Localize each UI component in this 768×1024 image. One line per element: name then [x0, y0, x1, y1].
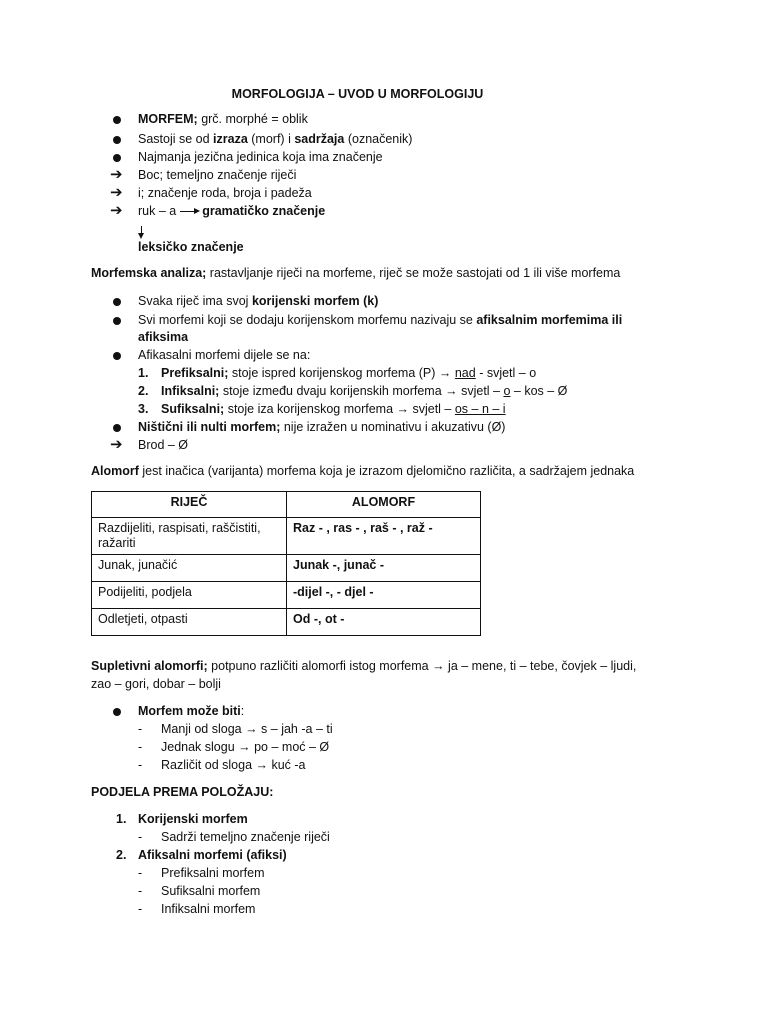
table-row — [92, 518, 481, 555]
list-number: 2. — [116, 848, 127, 862]
bullet-icon — [113, 136, 121, 144]
list-item: Morfem može biti: — [138, 704, 245, 718]
table-cell: Odletjeti, otpasti — [92, 609, 287, 636]
arrow-down-icon — [141, 226, 142, 236]
arrow-right-icon: ➔ — [110, 166, 123, 183]
bullet-icon — [113, 298, 121, 306]
bullet-icon — [113, 154, 121, 162]
list-item: Infiksalni morfem — [161, 902, 256, 916]
table-cell: Podijeliti, podjela — [92, 582, 287, 609]
list-number: 1. — [138, 366, 149, 380]
dash-marker: - — [138, 902, 143, 916]
list-item: Jednak slogu → po – moć – Ø — [161, 740, 330, 754]
arrow-right-icon: ➔ — [110, 436, 123, 453]
bullet-icon — [113, 424, 121, 432]
paragraph: Supletivni alomorfi; potpuno različiti alomorfi istog morfema → ja – mene, ti – tebe, čovjek – ljudi, — [91, 659, 637, 673]
list-item: Manji od sloga → s – jah -a – ti — [161, 722, 333, 736]
bullet-icon — [113, 116, 121, 124]
bullet-icon — [113, 352, 121, 360]
paragraph: Morfemska analiza; rastavljanje riječi na morfeme, riječ se može sastojati od 1 ili više morfema — [91, 266, 621, 280]
list-item: i; značenje roda, broja i padeža — [138, 186, 312, 200]
list-item: Sufiksalni; stoje iza korijenskog morfema → svjetl – os – n – i — [161, 402, 506, 416]
section-heading: PODJELA PREMA POLOŽAJU: — [91, 785, 274, 799]
table-cell: -dijel -, - djel - — [287, 582, 481, 609]
arrow-right-icon: ➔ — [110, 184, 123, 201]
table-row — [92, 582, 481, 609]
list-item: Svaka riječ ima svoj korijenski morfem (k) — [138, 294, 379, 308]
list-item: Ništični ili nulti morfem; nije izražen u nominativu i akuzativu (Ø) — [138, 420, 506, 434]
list-item: Sastoji se od izraza (morf) i sadržaja (označenik) — [138, 132, 413, 146]
dash-marker: - — [138, 758, 143, 772]
table-cell: Razdijeliti, raspisati, raščistiti, ražariti — [92, 518, 287, 555]
list-number: 1. — [116, 812, 127, 826]
list-item: leksičko značenje — [138, 240, 244, 254]
list-item: Korijenski morfem — [138, 812, 248, 826]
table-header: ALOMORF — [287, 492, 481, 518]
table-cell: Od -, ot - — [287, 609, 481, 636]
list-item: Prefiksalni morfem — [161, 866, 265, 880]
paragraph: Alomorf jest inačica (varijanta) morfema koja je izrazom djelomično različita, a sadržajem jednaka — [91, 464, 635, 478]
list-item: MORFEM; grč. morphé = oblik — [138, 112, 308, 126]
table-cell: Junak -, junač - — [287, 555, 481, 582]
list-item: Afiksalni morfemi (afiksi) — [138, 848, 287, 862]
dash-marker: - — [138, 884, 143, 898]
dash-marker: - — [138, 830, 143, 844]
table-cell: Junak, junačić — [92, 555, 287, 582]
dash-marker: - — [138, 866, 143, 880]
list-item-continued: afiksima — [138, 330, 189, 344]
arrow-right-icon — [180, 211, 198, 212]
dash-marker: - — [138, 722, 143, 736]
table-cell: Raz - , ras - , raš - , raž - — [287, 518, 481, 555]
list-item: Svi morfemi koji se dodaju korijenskom morfemu nazivaju se afiksalnim morfemima ili — [138, 313, 623, 327]
list-item: Brod – Ø — [138, 438, 189, 452]
alomorf-table — [91, 491, 481, 636]
paragraph-continued: zao – gori, dobar – bolji — [91, 677, 221, 691]
table-header: RIJEČ — [92, 492, 287, 518]
list-item: Najmanja jezična jedinica koja ima značenje — [138, 150, 383, 164]
list-item: Infiksalni; stoje između dvaju korijenskih morfema → svjetl – o – kos – Ø — [161, 384, 568, 398]
page-title: MORFOLOGIJA – UVOD U MORFOLOGIJU — [231, 87, 484, 101]
table-row — [92, 609, 481, 636]
bullet-icon — [113, 317, 121, 325]
list-item: ruk – a gramatičko značenje — [138, 204, 326, 218]
list-item: Različit od sloga → kuć -a — [161, 758, 306, 772]
list-item: Afikasalni morfemi dijele se na: — [138, 348, 311, 362]
list-number: 3. — [138, 402, 149, 416]
list-item: Boc; temeljno značenje riječi — [138, 168, 297, 182]
arrow-right-icon: ➔ — [110, 202, 123, 219]
table-row — [92, 555, 481, 582]
bullet-icon — [113, 708, 121, 716]
list-item: Sadrži temeljno značenje riječi — [161, 830, 330, 844]
list-item: Sufiksalni morfem — [161, 884, 261, 898]
dash-marker: - — [138, 740, 143, 754]
table-header-row — [92, 492, 481, 518]
list-item: Prefiksalni; stoje ispred korijenskog morfema (P) → nad - svjetl – o — [161, 366, 537, 380]
list-number: 2. — [138, 384, 149, 398]
